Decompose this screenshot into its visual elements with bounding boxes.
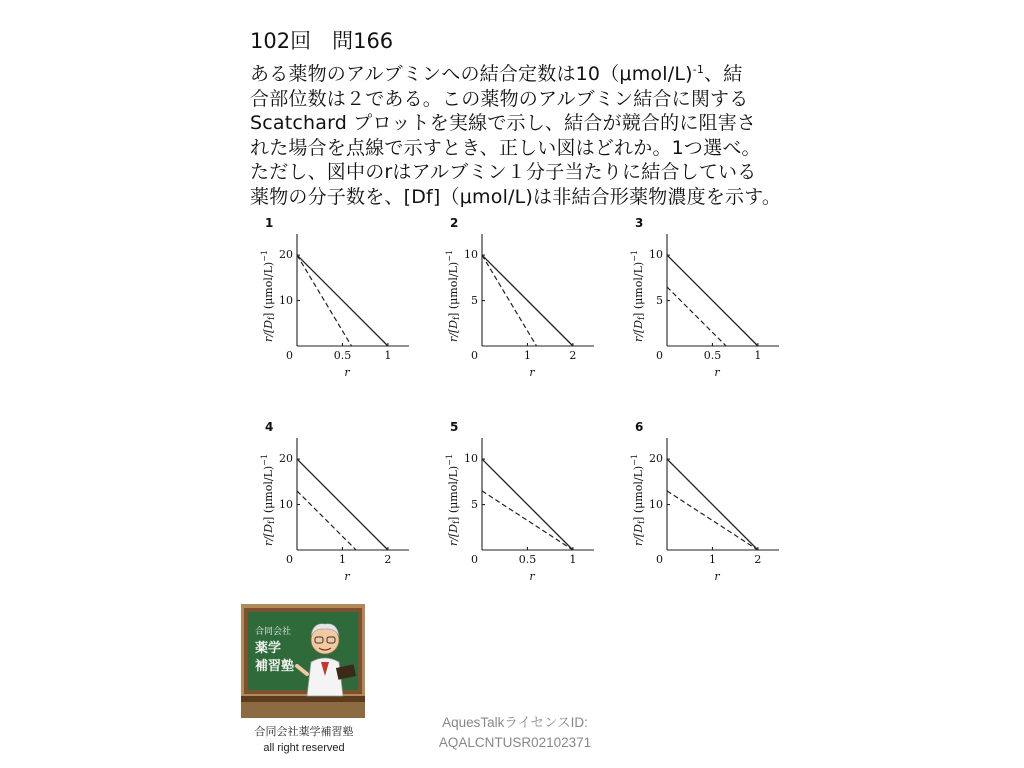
solid-line-uninhibited	[482, 459, 573, 550]
y-tick-label: 20	[649, 452, 663, 466]
question-line-2: 合部位数は２である。この薬物のアルブミン結合に関する	[250, 87, 749, 110]
y-tick-label: 10	[464, 452, 478, 466]
y-tick-label: 10	[649, 248, 663, 262]
copyright-caption	[239, 724, 369, 756]
question-line-1-pre: ある薬物のアルブミンへの結合定数は10（μmol/L)	[250, 63, 693, 85]
x-tick-label: 2	[569, 349, 577, 362]
y-tick-label: 0	[471, 553, 478, 566]
question-line-6: 薬物の分子数を、[Df]（μmol/L)は非結合形薬物濃度を示す。	[250, 185, 782, 208]
question-line-5: ただし、図中のrはアルブミン１分子当たりに結合している	[250, 161, 757, 183]
y-tick-label: 0	[286, 349, 293, 362]
y-tick-label: 0	[471, 349, 478, 362]
y-tick-label: 5	[471, 293, 478, 307]
x-axis-label: r	[529, 570, 535, 583]
x-tick-label: 2	[384, 553, 392, 566]
dashed-line-inhibited	[667, 287, 726, 346]
solid-line-uninhibited	[482, 255, 573, 346]
plot-number: 2	[450, 216, 459, 230]
license-code: AQALCNTUSR02102371	[438, 735, 592, 750]
solid-line-uninhibited	[667, 459, 758, 550]
plot-1	[255, 216, 405, 386]
y-tick-label: 0	[656, 349, 663, 362]
license-label: AquesTalkライセンスID:	[442, 715, 588, 730]
y-tick-label: 10	[279, 497, 293, 511]
x-axis-label: r	[529, 366, 535, 379]
y-axis-label: $r/[D_f]$ $(\mu mol/L)^{-1}$	[445, 454, 461, 546]
x-axis-label: r	[714, 570, 720, 583]
y-axis-label: $r/[D_f]$ $(\mu mol/L)^{-1}$	[260, 250, 276, 342]
floor-panel	[241, 702, 365, 718]
y-tick-label: 20	[279, 452, 293, 466]
plot-6	[625, 420, 775, 590]
cram-school-logo	[241, 604, 365, 718]
question-line-1-post: 、結	[704, 63, 743, 85]
plot-number: 3	[635, 216, 644, 230]
y-axis-label: $r/[D_f]$ $(\mu mol/L)^{-1}$	[630, 250, 646, 342]
plot-number: 6	[635, 420, 644, 434]
plot-5	[440, 420, 590, 590]
y-tick-label: 0	[286, 553, 293, 566]
license-id	[410, 713, 620, 753]
chalk-tray	[241, 696, 365, 702]
board-text-line-3: 補習塾	[255, 659, 295, 674]
teacher-chalkboard-illustration	[241, 604, 365, 718]
board-text-line-1: 合同会社	[255, 627, 292, 637]
plot-number: 1	[265, 216, 274, 230]
x-tick-label: 1	[708, 553, 716, 566]
dashed-line-inhibited	[482, 491, 573, 550]
x-tick-label: 1	[338, 553, 346, 566]
board-text-line-2: 薬学	[255, 641, 282, 656]
caption-rights: all right reserved	[263, 742, 345, 754]
plot-2	[440, 216, 590, 386]
y-tick-label: 5	[471, 497, 478, 511]
y-tick-label: 5	[656, 293, 663, 307]
x-axis-label: r	[344, 570, 350, 583]
x-tick-label: 0.5	[333, 349, 352, 362]
y-tick-label: 0	[656, 553, 663, 566]
y-tick-label: 10	[464, 248, 478, 262]
plot-number: 5	[450, 420, 459, 434]
plot-4	[255, 420, 405, 590]
plot-3	[625, 216, 775, 386]
question-line-1-sup: -1	[692, 63, 705, 76]
x-tick-label: 1	[384, 349, 392, 362]
x-tick-label: 1	[754, 349, 762, 362]
solid-line-uninhibited	[297, 255, 388, 346]
dashed-line-inhibited	[667, 491, 758, 550]
question-text	[250, 62, 810, 209]
question-line-1	[250, 62, 810, 87]
plot-number: 4	[265, 420, 274, 434]
x-axis-label: r	[344, 366, 350, 379]
y-tick-label: 10	[649, 497, 663, 511]
y-axis-label: $r/[D_f]$ $(\mu mol/L)^{-1}$	[630, 454, 646, 546]
question-line-4: れた場合を点線で示すとき、正しい図はどれか。1つ選べ。	[250, 136, 761, 159]
y-axis-label: $r/[D_f]$ $(\mu mol/L)^{-1}$	[445, 250, 461, 342]
x-tick-label: 1	[569, 553, 577, 566]
y-tick-label: 10	[279, 293, 293, 307]
x-tick-label: 1	[523, 349, 531, 362]
x-tick-label: 0.5	[703, 349, 722, 362]
x-tick-label: 0.5	[518, 553, 537, 566]
y-tick-label: 20	[279, 248, 293, 262]
question-line-3: Scatchard プロットを実線で示し、結合が競合的に阻害さ	[250, 112, 757, 134]
caption-company: 合同会社薬学補習塾	[254, 726, 354, 738]
dashed-line-inhibited	[297, 491, 356, 550]
y-axis-label: $r/[D_f]$ $(\mu mol/L)^{-1}$	[260, 454, 276, 546]
x-tick-label: 2	[754, 553, 762, 566]
x-axis-label: r	[714, 366, 720, 379]
question-number: 102回 問166	[250, 29, 394, 53]
